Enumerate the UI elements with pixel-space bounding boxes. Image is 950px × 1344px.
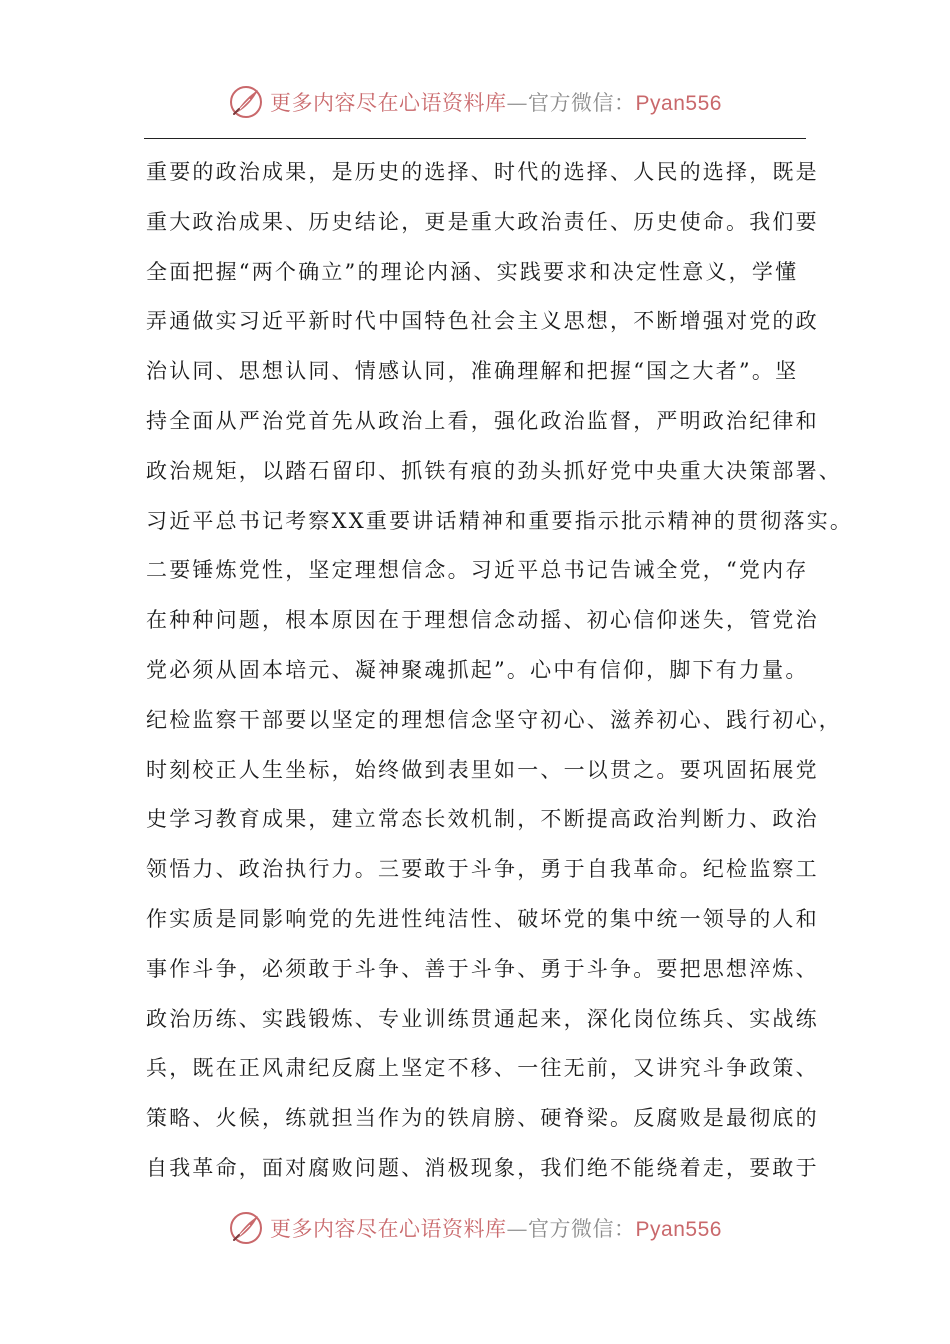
footer-banner [0, 1208, 950, 1248]
body-line: 史学习教育成果，建立常态长效机制，不断提高政治判断力、政治 [146, 807, 819, 832]
body-line: 持全面从严治党首先从政治上看，强化政治监督，严明政治纪律和 [146, 408, 819, 433]
body-line: 纪检监察干部要以坚定的理想信念坚守初心、滋养初心、践行初心， [146, 707, 842, 732]
body-line: 自我革命，面对腐败问题、消极现象，我们绝不能绕着走，要敢于 [146, 1155, 819, 1180]
header-divider [144, 138, 806, 139]
document-body [146, 150, 854, 1196]
body-line: 在种种问题，根本原因在于理想信念动摇、初心信仰迷失，管党治 [146, 608, 819, 633]
footer-banner-content [228, 1210, 722, 1246]
body-line: 领悟力、政治执行力。三要敢于斗争，勇于自我革命。纪检监察工 [146, 857, 819, 882]
header-wechat-id: Pyan556 [635, 92, 722, 115]
header-site-text: 更多内容尽在心语资料库 [270, 91, 507, 115]
footer-site-text: 更多内容尽在心语资料库 [270, 1217, 507, 1241]
body-line: 时刻校正人生坐标，始终做到表里如一、一以贯之。要巩固拓展党 [146, 757, 819, 782]
body-line: 政治历练、实践锻炼、专业训练贯通起来，深化岗位练兵、实战练 [146, 1006, 819, 1031]
body-line: 弄通做实习近平新时代中国特色社会主义思想，不断增强对党的政 [146, 309, 819, 334]
body-line: 事作斗争，必须敢于斗争、善于斗争、勇于斗争。要把思想淬炼、 [146, 956, 819, 981]
body-line: 政治规矩，以踏石留印、抓铁有痕的劲头抓好党中央重大决策部署、 [146, 458, 842, 483]
body-line: 兵，既在正风肃纪反腐上坚定不移、一往无前，又讲究斗争政策、 [146, 1056, 819, 1081]
body-line: 重要的政治成果，是历史的选择、时代的选择、人民的选择，既是 [146, 160, 819, 184]
footer-wechat-id: Pyan556 [635, 1218, 722, 1241]
body-line: 习近平总书记考察XX重要讲话精神和重要指示批示精神的贯彻落实。 [146, 508, 854, 533]
header-wechat-label: 官方微信： [528, 91, 636, 115]
body-line: 治认同、思想认同、情感认同，准确理解和把握“国之大者”。坚 [146, 359, 799, 384]
body-line: 重大政治成果、历史结论，更是重大政治责任、历史使命。我们要 [146, 209, 819, 234]
body-line: 党必须从固本培元、凝神聚魂抓起”。心中有信仰，脚下有力量。 [146, 657, 809, 682]
header-banner [0, 82, 950, 122]
feather-quill-logo-icon [228, 1210, 264, 1246]
body-line: 二要锤炼党性，坚定理想信念。习近平总书记告诫全党，“党内存 [146, 558, 809, 583]
feather-quill-logo-icon [228, 84, 264, 120]
footer-dash: — [506, 1217, 529, 1241]
header-banner-text [270, 87, 722, 117]
body-line: 策略、火候，练就担当作为的铁肩膀、硬脊梁。反腐败是最彻底的 [146, 1106, 819, 1131]
header-banner-content [228, 84, 722, 120]
header-dash: — [506, 91, 529, 115]
footer-wechat-label: 官方微信： [528, 1217, 636, 1241]
body-line: 作实质是同影响党的先进性纯洁性、破坏党的集中统一领导的人和 [146, 906, 819, 931]
body-line: 全面把握“两个确立”的理论内涵、实践要求和决定性意义，学懂 [146, 259, 799, 284]
footer-banner-text [270, 1213, 722, 1243]
